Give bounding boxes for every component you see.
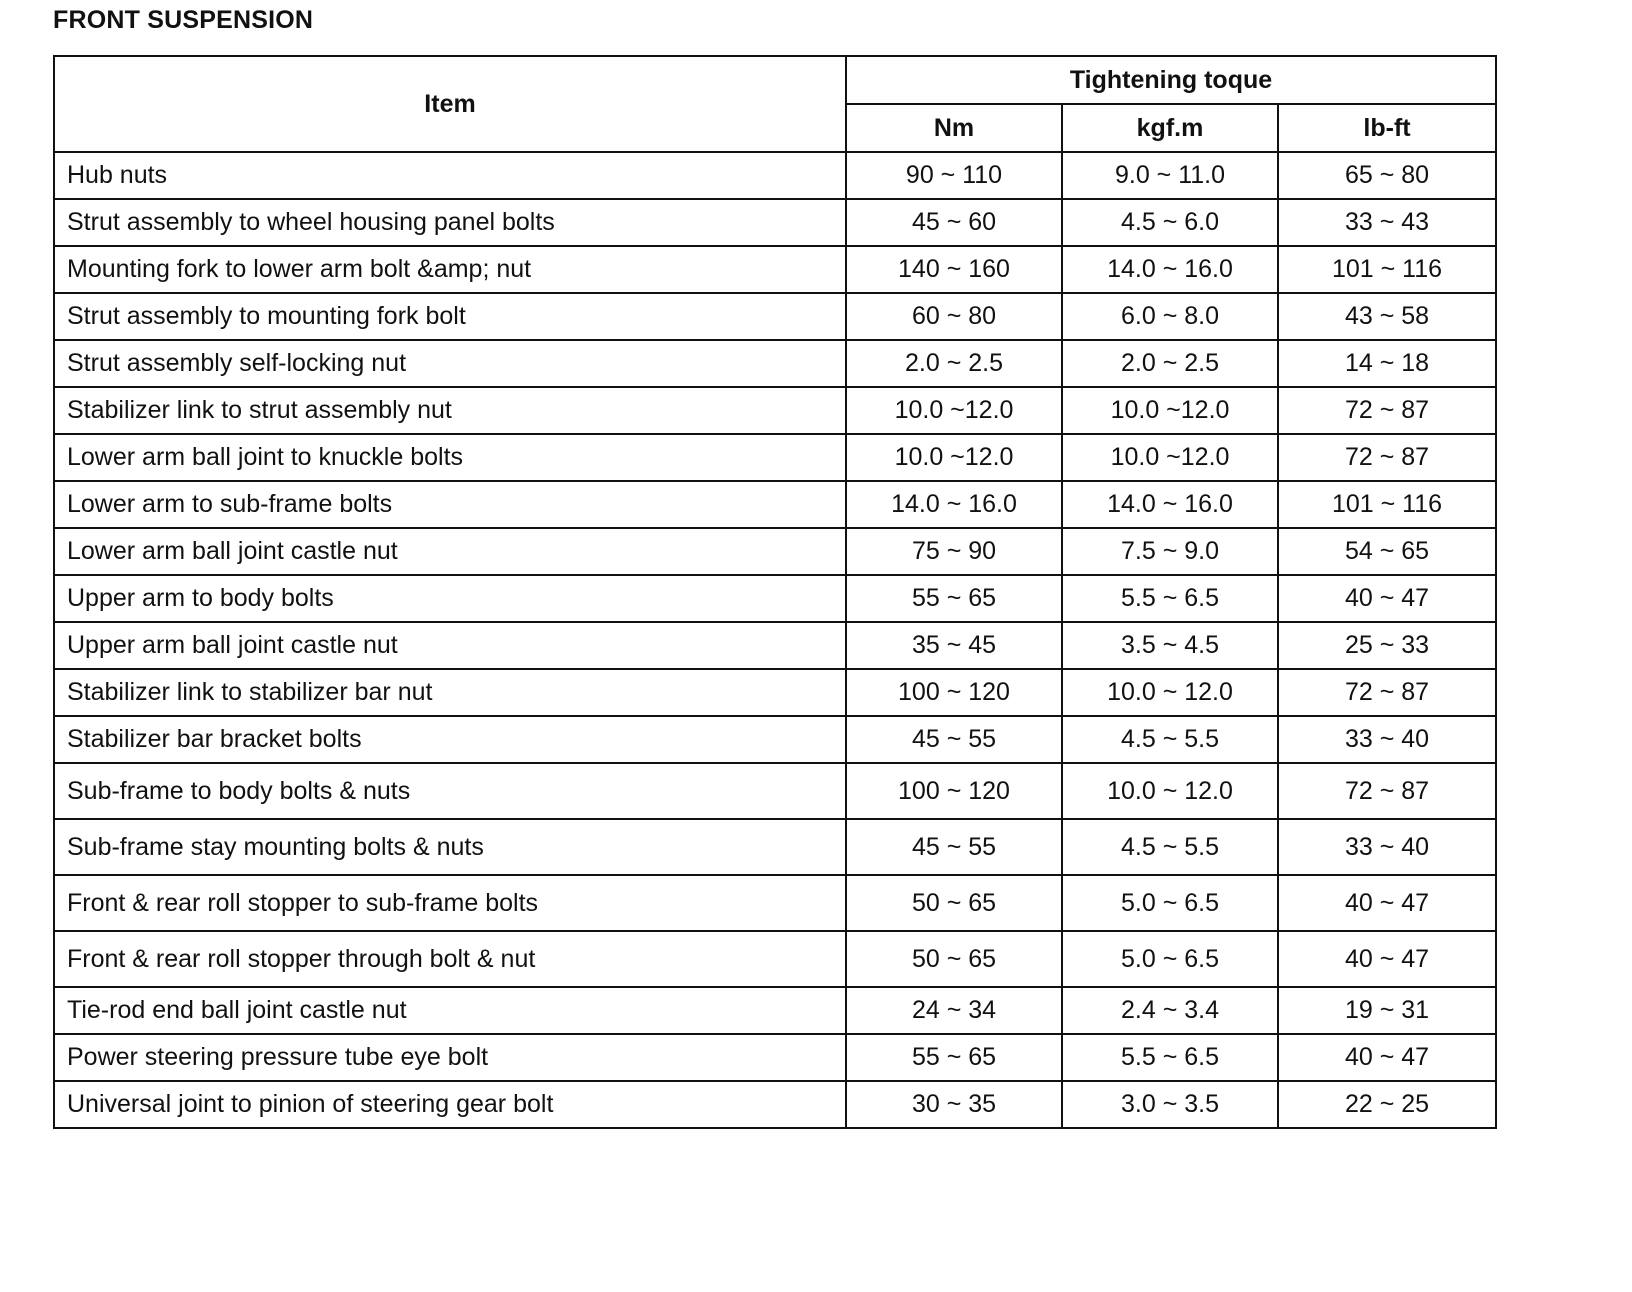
cell-kgfm: 10.0 ~12.0 [1062, 434, 1278, 481]
cell-lbft: 33 ~ 40 [1278, 716, 1496, 763]
cell-kgfm: 5.0 ~ 6.5 [1062, 931, 1278, 987]
cell-lbft: 40 ~ 47 [1278, 931, 1496, 987]
cell-nm: 14.0 ~ 16.0 [846, 481, 1062, 528]
table-row [54, 528, 1496, 575]
cell-nm: 45 ~ 55 [846, 819, 1062, 875]
cell-lbft: 72 ~ 87 [1278, 669, 1496, 716]
header-unit-nm: Nm [846, 104, 1062, 152]
cell-kgfm: 7.5 ~ 9.0 [1062, 528, 1278, 575]
header-item: Item [54, 56, 846, 152]
cell-lbft: 72 ~ 87 [1278, 434, 1496, 481]
cell-item: Front & rear roll stopper to sub-frame bolts [54, 875, 846, 931]
cell-kgfm: 2.4 ~ 3.4 [1062, 987, 1278, 1034]
cell-item: Stabilizer link to strut assembly nut [54, 387, 846, 434]
table-row [54, 152, 1496, 199]
cell-item: Hub nuts [54, 152, 846, 199]
cell-kgfm: 14.0 ~ 16.0 [1062, 481, 1278, 528]
cell-kgfm: 14.0 ~ 16.0 [1062, 246, 1278, 293]
cell-item: Lower arm to sub-frame bolts [54, 481, 846, 528]
cell-kgfm: 10.0 ~12.0 [1062, 387, 1278, 434]
cell-item: Lower arm ball joint to knuckle bolts [54, 434, 846, 481]
table-row [54, 434, 1496, 481]
cell-kgfm: 3.0 ~ 3.5 [1062, 1081, 1278, 1128]
cell-kgfm: 10.0 ~ 12.0 [1062, 763, 1278, 819]
cell-item: Front & rear roll stopper through bolt & nut [54, 931, 846, 987]
cell-nm: 60 ~ 80 [846, 293, 1062, 340]
header-tightening-torque: Tightening toque [846, 56, 1496, 104]
cell-nm: 45 ~ 55 [846, 716, 1062, 763]
table-row [54, 575, 1496, 622]
cell-item: Upper arm ball joint castle nut [54, 622, 846, 669]
torque-table [53, 55, 1497, 1129]
cell-item: Upper arm to body bolts [54, 575, 846, 622]
cell-item: Power steering pressure tube eye bolt [54, 1034, 846, 1081]
cell-nm: 55 ~ 65 [846, 575, 1062, 622]
cell-nm: 2.0 ~ 2.5 [846, 340, 1062, 387]
cell-item: Strut assembly to mounting fork bolt [54, 293, 846, 340]
cell-lbft: 72 ~ 87 [1278, 387, 1496, 434]
cell-lbft: 101 ~ 116 [1278, 246, 1496, 293]
cell-kgfm: 2.0 ~ 2.5 [1062, 340, 1278, 387]
cell-lbft: 65 ~ 80 [1278, 152, 1496, 199]
cell-kgfm: 9.0 ~ 11.0 [1062, 152, 1278, 199]
table-row [54, 819, 1496, 875]
cell-nm: 100 ~ 120 [846, 669, 1062, 716]
cell-nm: 140 ~ 160 [846, 246, 1062, 293]
table-row [54, 716, 1496, 763]
table-row [54, 622, 1496, 669]
cell-item: Sub-frame stay mounting bolts & nuts [54, 819, 846, 875]
cell-item: Sub-frame to body bolts & nuts [54, 763, 846, 819]
cell-item: Universal joint to pinion of steering gear bolt [54, 1081, 846, 1128]
cell-kgfm: 5.0 ~ 6.5 [1062, 875, 1278, 931]
cell-item: Strut assembly self-locking nut [54, 340, 846, 387]
cell-item: Mounting fork to lower arm bolt &amp; nut [54, 246, 846, 293]
page-title: FRONT SUSPENSION [53, 6, 314, 34]
cell-kgfm: 5.5 ~ 6.5 [1062, 1034, 1278, 1081]
cell-item: Strut assembly to wheel housing panel bolts [54, 199, 846, 246]
cell-nm: 10.0 ~12.0 [846, 387, 1062, 434]
table-row [54, 669, 1496, 716]
table-row [54, 481, 1496, 528]
cell-kgfm: 3.5 ~ 4.5 [1062, 622, 1278, 669]
table-row [54, 340, 1496, 387]
cell-kgfm: 6.0 ~ 8.0 [1062, 293, 1278, 340]
cell-nm: 50 ~ 65 [846, 875, 1062, 931]
cell-nm: 75 ~ 90 [846, 528, 1062, 575]
cell-lbft: 33 ~ 43 [1278, 199, 1496, 246]
table-header [54, 56, 1496, 152]
cell-item: Lower arm ball joint castle nut [54, 528, 846, 575]
cell-lbft: 19 ~ 31 [1278, 987, 1496, 1034]
table-body [54, 152, 1496, 1128]
cell-lbft: 14 ~ 18 [1278, 340, 1496, 387]
table-row [54, 763, 1496, 819]
table-row [54, 246, 1496, 293]
cell-nm: 100 ~ 120 [846, 763, 1062, 819]
cell-nm: 35 ~ 45 [846, 622, 1062, 669]
table-row [54, 875, 1496, 931]
table-row [54, 1081, 1496, 1128]
table-row [54, 987, 1496, 1034]
cell-nm: 30 ~ 35 [846, 1081, 1062, 1128]
header-unit-kgfm: kgf.m [1062, 104, 1278, 152]
cell-kgfm: 4.5 ~ 5.5 [1062, 819, 1278, 875]
table-row [54, 387, 1496, 434]
cell-kgfm: 5.5 ~ 6.5 [1062, 575, 1278, 622]
cell-lbft: 101 ~ 116 [1278, 481, 1496, 528]
table-row [54, 199, 1496, 246]
cell-lbft: 33 ~ 40 [1278, 819, 1496, 875]
cell-lbft: 54 ~ 65 [1278, 528, 1496, 575]
cell-item: Stabilizer link to stabilizer bar nut [54, 669, 846, 716]
cell-item: Tie-rod end ball joint castle nut [54, 987, 846, 1034]
table-row [54, 931, 1496, 987]
cell-lbft: 40 ~ 47 [1278, 575, 1496, 622]
cell-lbft: 40 ~ 47 [1278, 1034, 1496, 1081]
cell-kgfm: 4.5 ~ 5.5 [1062, 716, 1278, 763]
cell-nm: 10.0 ~12.0 [846, 434, 1062, 481]
table-row [54, 293, 1496, 340]
cell-kgfm: 10.0 ~ 12.0 [1062, 669, 1278, 716]
cell-lbft: 72 ~ 87 [1278, 763, 1496, 819]
cell-nm: 50 ~ 65 [846, 931, 1062, 987]
cell-nm: 55 ~ 65 [846, 1034, 1062, 1081]
cell-lbft: 43 ~ 58 [1278, 293, 1496, 340]
cell-lbft: 25 ~ 33 [1278, 622, 1496, 669]
cell-nm: 45 ~ 60 [846, 199, 1062, 246]
header-unit-lbft: lb-ft [1278, 104, 1496, 152]
table-row [54, 1034, 1496, 1081]
cell-kgfm: 4.5 ~ 6.0 [1062, 199, 1278, 246]
cell-item: Stabilizer bar bracket bolts [54, 716, 846, 763]
cell-nm: 90 ~ 110 [846, 152, 1062, 199]
cell-lbft: 40 ~ 47 [1278, 875, 1496, 931]
cell-lbft: 22 ~ 25 [1278, 1081, 1496, 1128]
cell-nm: 24 ~ 34 [846, 987, 1062, 1034]
